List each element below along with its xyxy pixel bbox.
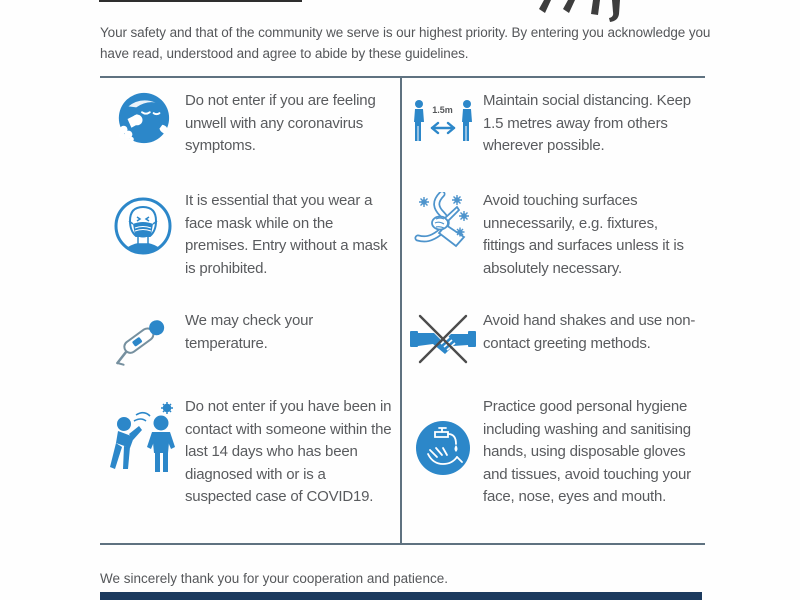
guideline-text: Avoid touching surfaces unnecessarily, e.g. fixtures, fittings and surfaces unless it is absolutely necessary. bbox=[483, 192, 684, 277]
logo-fragment bbox=[538, 0, 664, 22]
avoid-touching-icon bbox=[402, 182, 483, 297]
guideline-text: It is essential that you wear a face mask while on the premises. Entry without a mask is prohibited. bbox=[185, 192, 388, 277]
guideline-text: Do not enter if you are feeling unwell with any coronavirus symptoms. bbox=[185, 92, 376, 154]
thanks-text: We sincerely thank you for your cooperation and patience. bbox=[100, 571, 448, 586]
thermometer-icon bbox=[100, 297, 185, 387]
close-contact-icon bbox=[100, 387, 185, 543]
sneezing-person-icon bbox=[100, 78, 185, 182]
no-handshake-icon bbox=[402, 297, 483, 387]
guideline-item bbox=[100, 387, 400, 543]
guidelines-column-right bbox=[402, 78, 705, 543]
guideline-item bbox=[402, 182, 705, 297]
guideline-text: Do not enter if you have been in contact with someone within the last 14 days who has been diagnosed with or is a suspected case of COVID19. bbox=[185, 398, 392, 505]
distance-label: 1.5m bbox=[432, 105, 453, 115]
guideline-item bbox=[402, 387, 705, 543]
guideline-item bbox=[100, 182, 400, 297]
guidelines-table bbox=[100, 76, 705, 545]
guideline-text: Avoid hand shakes and use non-contact greeting methods. bbox=[483, 312, 696, 352]
guideline-text: We may check your temperature. bbox=[185, 312, 314, 352]
intro-text: Your safety and that of the community we serve is our highest priority. By entering you acknowledge you have read, understood and agree to abide by these guidelines. bbox=[100, 25, 711, 61]
guideline-item bbox=[100, 297, 400, 387]
guideline-text: Maintain social distancing. Keep 1.5 metres away from others wherever possible. bbox=[483, 92, 691, 154]
guidelines-column-left bbox=[100, 78, 402, 543]
face-mask-icon bbox=[100, 182, 185, 297]
top-edge-line bbox=[99, 0, 302, 2]
guideline-text: Practice good personal hygiene including washing and sanitising hands, using disposable gloves and tissues, avoid touching your face, nose, eyes and mouth. bbox=[483, 398, 691, 505]
guideline-item bbox=[100, 78, 400, 182]
hand-hygiene-icon bbox=[402, 387, 483, 543]
social-distance-icon bbox=[411, 98, 475, 146]
guideline-item bbox=[402, 78, 705, 182]
footer-bar bbox=[100, 592, 702, 600]
guideline-item bbox=[402, 297, 705, 387]
